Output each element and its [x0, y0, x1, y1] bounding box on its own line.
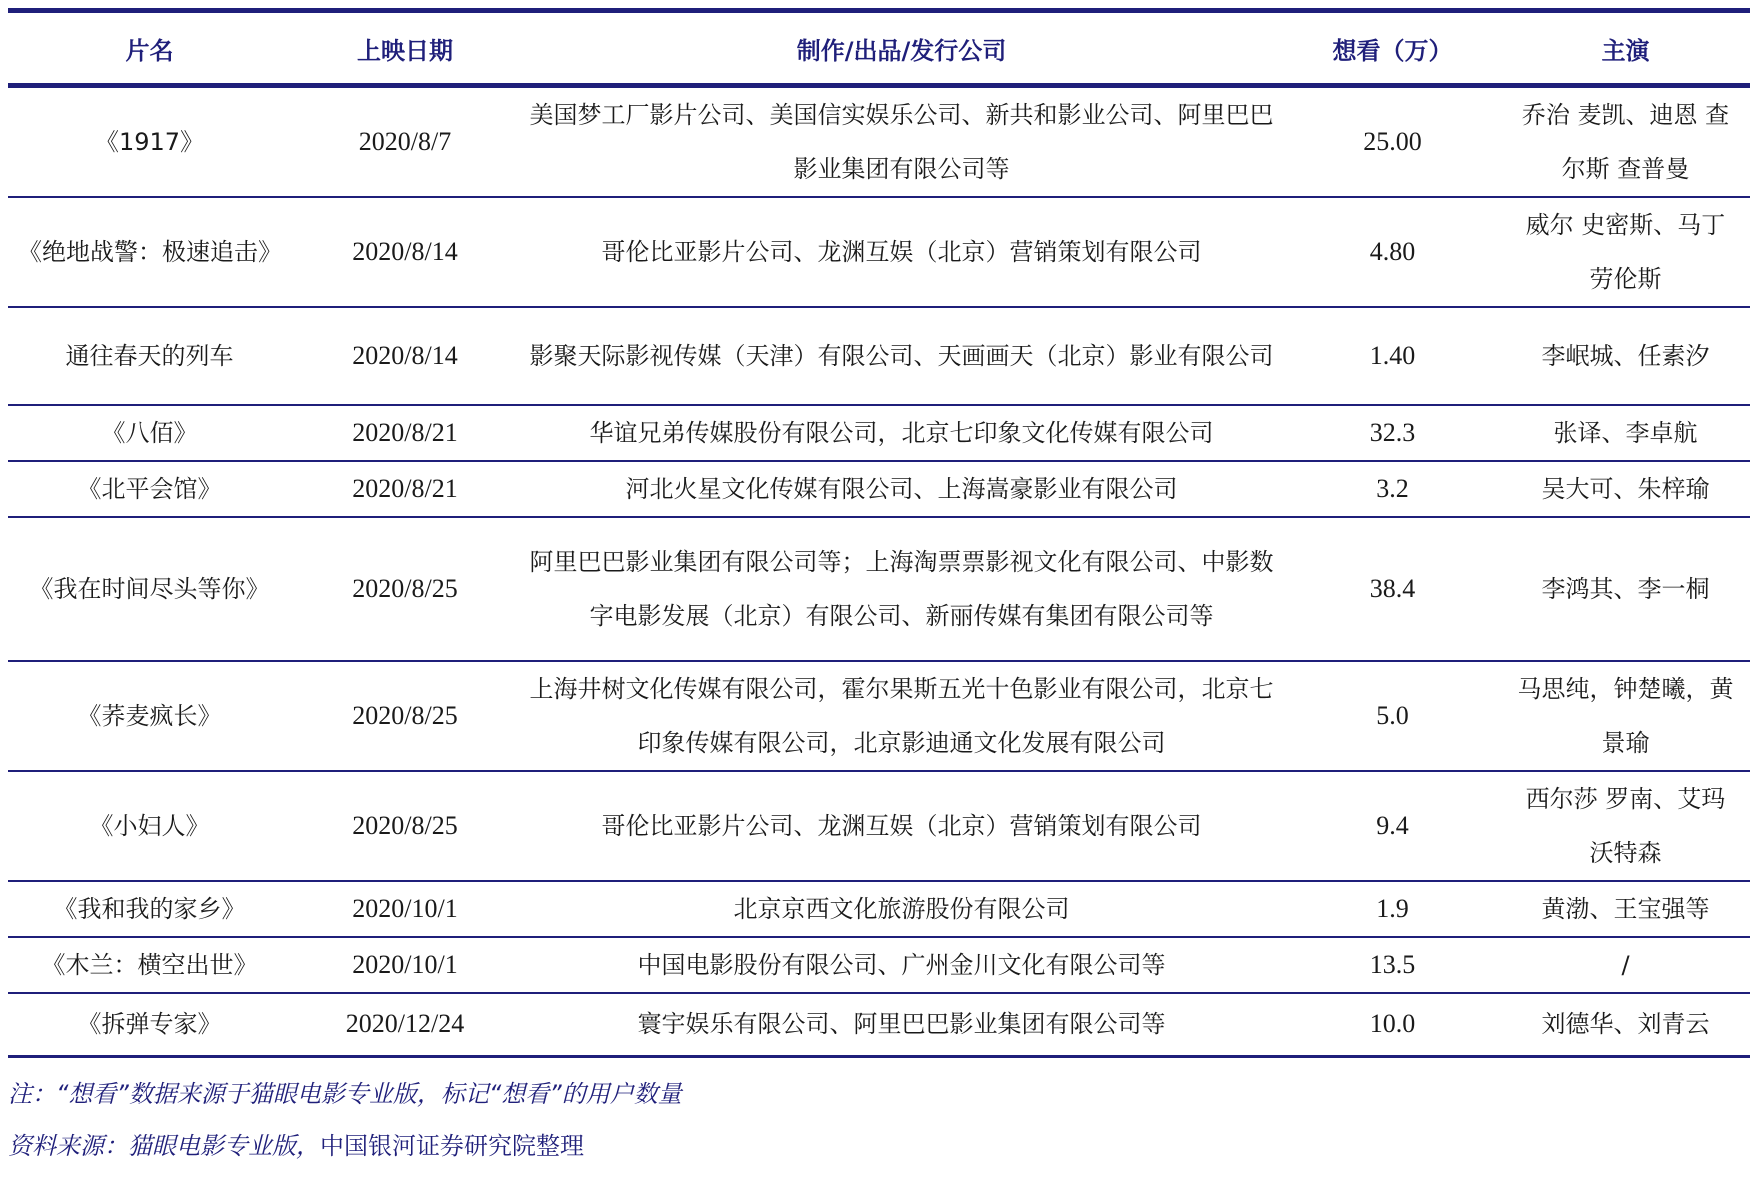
cell-cast: 吴大可、朱梓瑜 [1501, 461, 1750, 517]
cell-title: 《拆弹专家》 [8, 993, 291, 1056]
cell-want: 1.40 [1284, 307, 1501, 405]
table-row [8, 881, 1750, 937]
cell-want: 4.80 [1284, 197, 1501, 307]
cell-company: 影聚天际影视传媒（天津）有限公司、天画画天（北京）影业有限公司 [519, 307, 1284, 405]
cell-title: 《我和我的家乡》 [8, 881, 291, 937]
table-row [8, 86, 1750, 198]
cell-cast: 张译、李卓航 [1501, 405, 1750, 461]
cell-date: 2020/10/1 [291, 937, 519, 993]
header-cast: 主演 [1501, 11, 1750, 86]
cell-want: 38.4 [1284, 517, 1501, 661]
cell-company: 寰宇娱乐有限公司、阿里巴巴影业集团有限公司等 [519, 993, 1284, 1056]
cell-date: 2020/8/25 [291, 771, 519, 881]
cell-cast: 李岷城、任素汐 [1501, 307, 1750, 405]
header-company: 制作/出品/发行公司 [519, 11, 1284, 86]
table-row [8, 405, 1750, 461]
cell-cast: 西尔莎 罗南、艾玛 沃特森 [1501, 771, 1750, 881]
cell-company: 上海井树文化传媒有限公司，霍尔果斯五光十色影业有限公司，北京七印象传媒有限公司，北京影迪通文化发展有限公司 [519, 661, 1284, 771]
cell-title: 《荞麦疯长》 [8, 661, 291, 771]
cell-title: 《八佰》 [8, 405, 291, 461]
cell-company: 美国梦工厂影片公司、美国信实娱乐公司、新共和影业公司、阿里巴巴影业集团有限公司等 [519, 86, 1284, 198]
cell-company: 华谊兄弟传媒股份有限公司，北京七印象文化传媒有限公司 [519, 405, 1284, 461]
cell-want: 9.4 [1284, 771, 1501, 881]
cell-date: 2020/10/1 [291, 881, 519, 937]
cell-want: 25.00 [1284, 86, 1501, 198]
source-suffix: 中国银河证券研究院整理 [320, 1131, 584, 1160]
table-notes [8, 1068, 1750, 1172]
cell-company: 阿里巴巴影业集团有限公司等；上海淘票票影视文化有限公司、中影数字电影发展（北京）有限公司、新丽传媒有集团有限公司等 [519, 517, 1284, 661]
cell-cast: 刘德华、刘青云 [1501, 993, 1750, 1056]
cell-date: 2020/12/24 [291, 993, 519, 1056]
film-table-page [8, 8, 1750, 1172]
cell-date: 2020/8/25 [291, 517, 519, 661]
cell-company: 哥伦比亚影片公司、龙渊互娱（北京）营销策划有限公司 [519, 771, 1284, 881]
cell-cast: 黄渤、王宝强等 [1501, 881, 1750, 937]
header-want-to-see: 想看（万） [1284, 11, 1501, 86]
table-row [8, 771, 1750, 881]
cell-title: 通往春天的列车 [8, 307, 291, 405]
cell-date: 2020/8/25 [291, 661, 519, 771]
cell-cast: 李鸿其、李一桐 [1501, 517, 1750, 661]
table-row [8, 461, 1750, 517]
cell-title: 《小妇人》 [8, 771, 291, 881]
cell-want: 3.2 [1284, 461, 1501, 517]
cell-want: 13.5 [1284, 937, 1501, 993]
cell-title: 《北平会馆》 [8, 461, 291, 517]
cell-cast: 马思纯，钟楚曦，黄景瑜 [1501, 661, 1750, 771]
cell-want: 10.0 [1284, 993, 1501, 1056]
cell-company: 哥伦比亚影片公司、龙渊互娱（北京）营销策划有限公司 [519, 197, 1284, 307]
table-row [8, 197, 1750, 307]
cell-company: 河北火星文化传媒有限公司、上海嵩豪影业有限公司 [519, 461, 1284, 517]
cell-want: 1.9 [1284, 881, 1501, 937]
cell-cast: / [1501, 937, 1750, 993]
source-note [8, 1120, 1750, 1172]
cell-company: 中国电影股份有限公司、广州金川文化有限公司等 [519, 937, 1284, 993]
table-row [8, 517, 1750, 661]
cell-date: 2020/8/7 [291, 86, 519, 198]
cell-title: 《1917》 [8, 86, 291, 198]
film-release-table [8, 8, 1750, 1058]
cell-title: 《木兰：横空出世》 [8, 937, 291, 993]
cell-cast: 威尔 史密斯、马丁 劳伦斯 [1501, 197, 1750, 307]
header-release-date: 上映日期 [291, 11, 519, 86]
cell-date: 2020/8/21 [291, 461, 519, 517]
table-row [8, 937, 1750, 993]
cell-date: 2020/8/21 [291, 405, 519, 461]
cell-want: 5.0 [1284, 661, 1501, 771]
cell-date: 2020/8/14 [291, 307, 519, 405]
table-row [8, 307, 1750, 405]
source-prefix: 资料来源：猫眼电影专业版， [8, 1131, 320, 1160]
cell-date: 2020/8/14 [291, 197, 519, 307]
table-row [8, 993, 1750, 1056]
cell-company: 北京京西文化旅游股份有限公司 [519, 881, 1284, 937]
table-row [8, 661, 1750, 771]
table-header-row [8, 11, 1750, 86]
cell-title: 《我在时间尽头等你》 [8, 517, 291, 661]
cell-title: 《绝地战警：极速追击》 [8, 197, 291, 307]
cell-want: 32.3 [1284, 405, 1501, 461]
header-title: 片名 [8, 11, 291, 86]
cell-cast: 乔治 麦凯、迪恩 查尔斯 查普曼 [1501, 86, 1750, 198]
data-note: 注：“想看”数据来源于猫眼电影专业版，标记“想看”的用户数量 [8, 1079, 682, 1108]
